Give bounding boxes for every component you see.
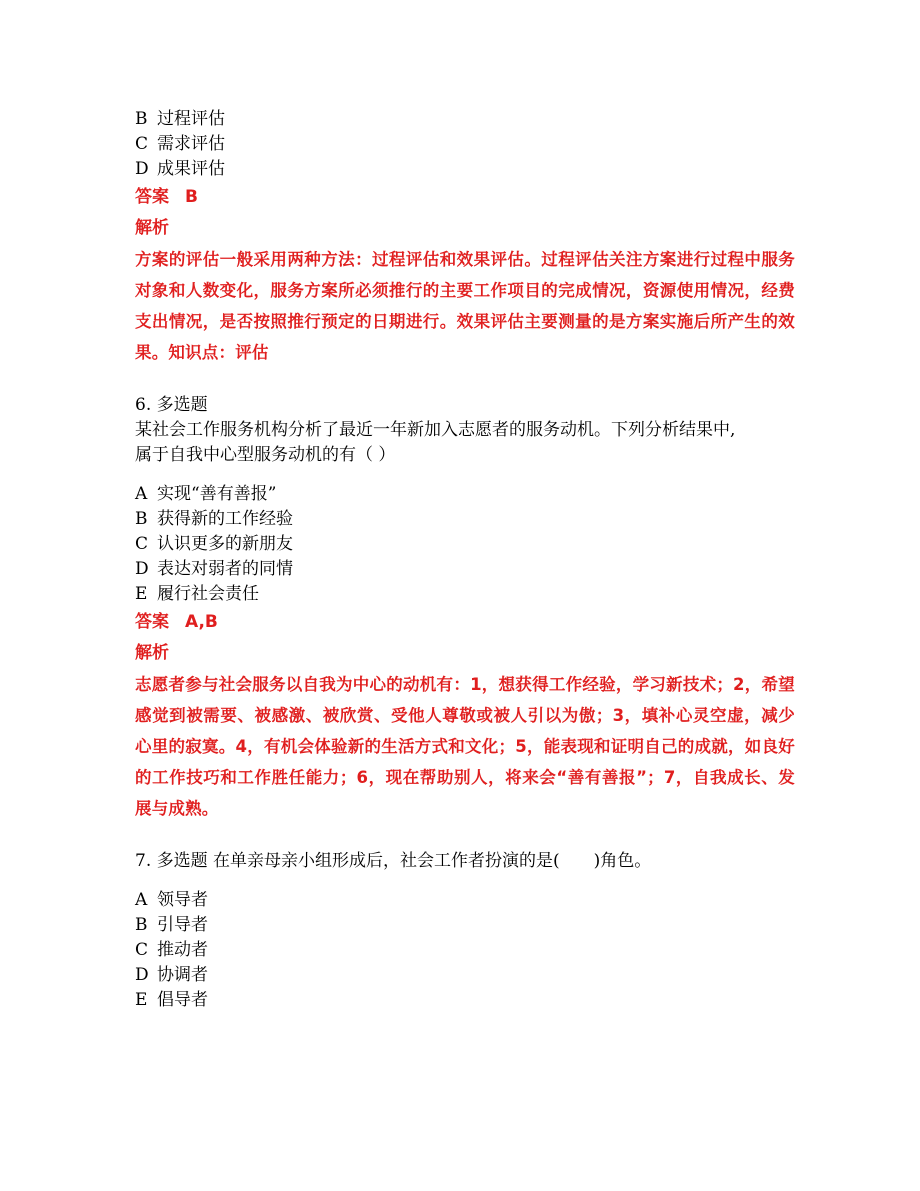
option-d: D 成果评估 xyxy=(135,159,225,179)
question-6-options xyxy=(135,482,795,607)
analysis-text: 方案的评估一般采用两种方法：过程评估和效果评估。过程评估关注方案进行过程中服务对象和人数变化，服务方案所必须推行的主要工作项目的完成情况，资源使用情况，经费支出情况，是否按照推行预定的日期进行。效果评估主要测量的是方案实施后所产生的效果。知识点：评估 xyxy=(135,250,795,362)
option-d: D 协调者 xyxy=(135,965,208,985)
question-6-stem-line2: 属于自我中心型服务动机的有（ ） xyxy=(135,445,396,465)
question-7-options xyxy=(135,888,795,1013)
analysis-label: 解析 xyxy=(135,643,169,663)
option-c: C 推动者 xyxy=(135,940,208,960)
answer-line: 答案 B xyxy=(135,187,198,207)
option-a: A 实现“善有善报” xyxy=(135,484,277,504)
option-b: B 引导者 xyxy=(135,915,208,935)
option-e: E 倡导者 xyxy=(135,990,208,1010)
option-e: E 履行社会责任 xyxy=(135,584,259,604)
analysis-label: 解析 xyxy=(135,218,169,238)
option-b: B 获得新的工作经验 xyxy=(135,509,293,529)
analysis-text: 志愿者参与社会服务以自我为中心的动机有：1，想获得工作经验，学习新技术；2，希望感觉到被需要、被感激、被欣赏、受他人尊敬或被人引以为傲；3，填补心灵空虚，减少心里的寂寞。4，有机会体验新的生活方式和文化；5，能表现和证明自己的成就，如良好的工作技巧和工作胜任能力；6，现在帮助别人，将来会“善有善报”；7，自我成长、发展与成熟。 xyxy=(135,675,795,818)
answer-line: 答案 A,B xyxy=(135,612,218,632)
document-page xyxy=(135,107,795,1013)
question-6-title: 6. 多选题 xyxy=(135,395,208,415)
option-b: B 过程评估 xyxy=(135,109,225,129)
prev-question-options xyxy=(135,107,795,182)
option-a: A 领导者 xyxy=(135,890,208,910)
option-c: C 需求评估 xyxy=(135,134,225,154)
question-7-title: 7. 多选题 在单亲母亲小组形成后，社会工作者扮演的是( )角色。 xyxy=(135,851,652,871)
option-d: D 表达对弱者的同情 xyxy=(135,559,293,579)
question-6-stem-line1: 某社会工作服务机构分析了最近一年新加入志愿者的服务动机。下列分析结果中, xyxy=(135,420,736,440)
option-c: C 认识更多的新朋友 xyxy=(135,534,293,554)
